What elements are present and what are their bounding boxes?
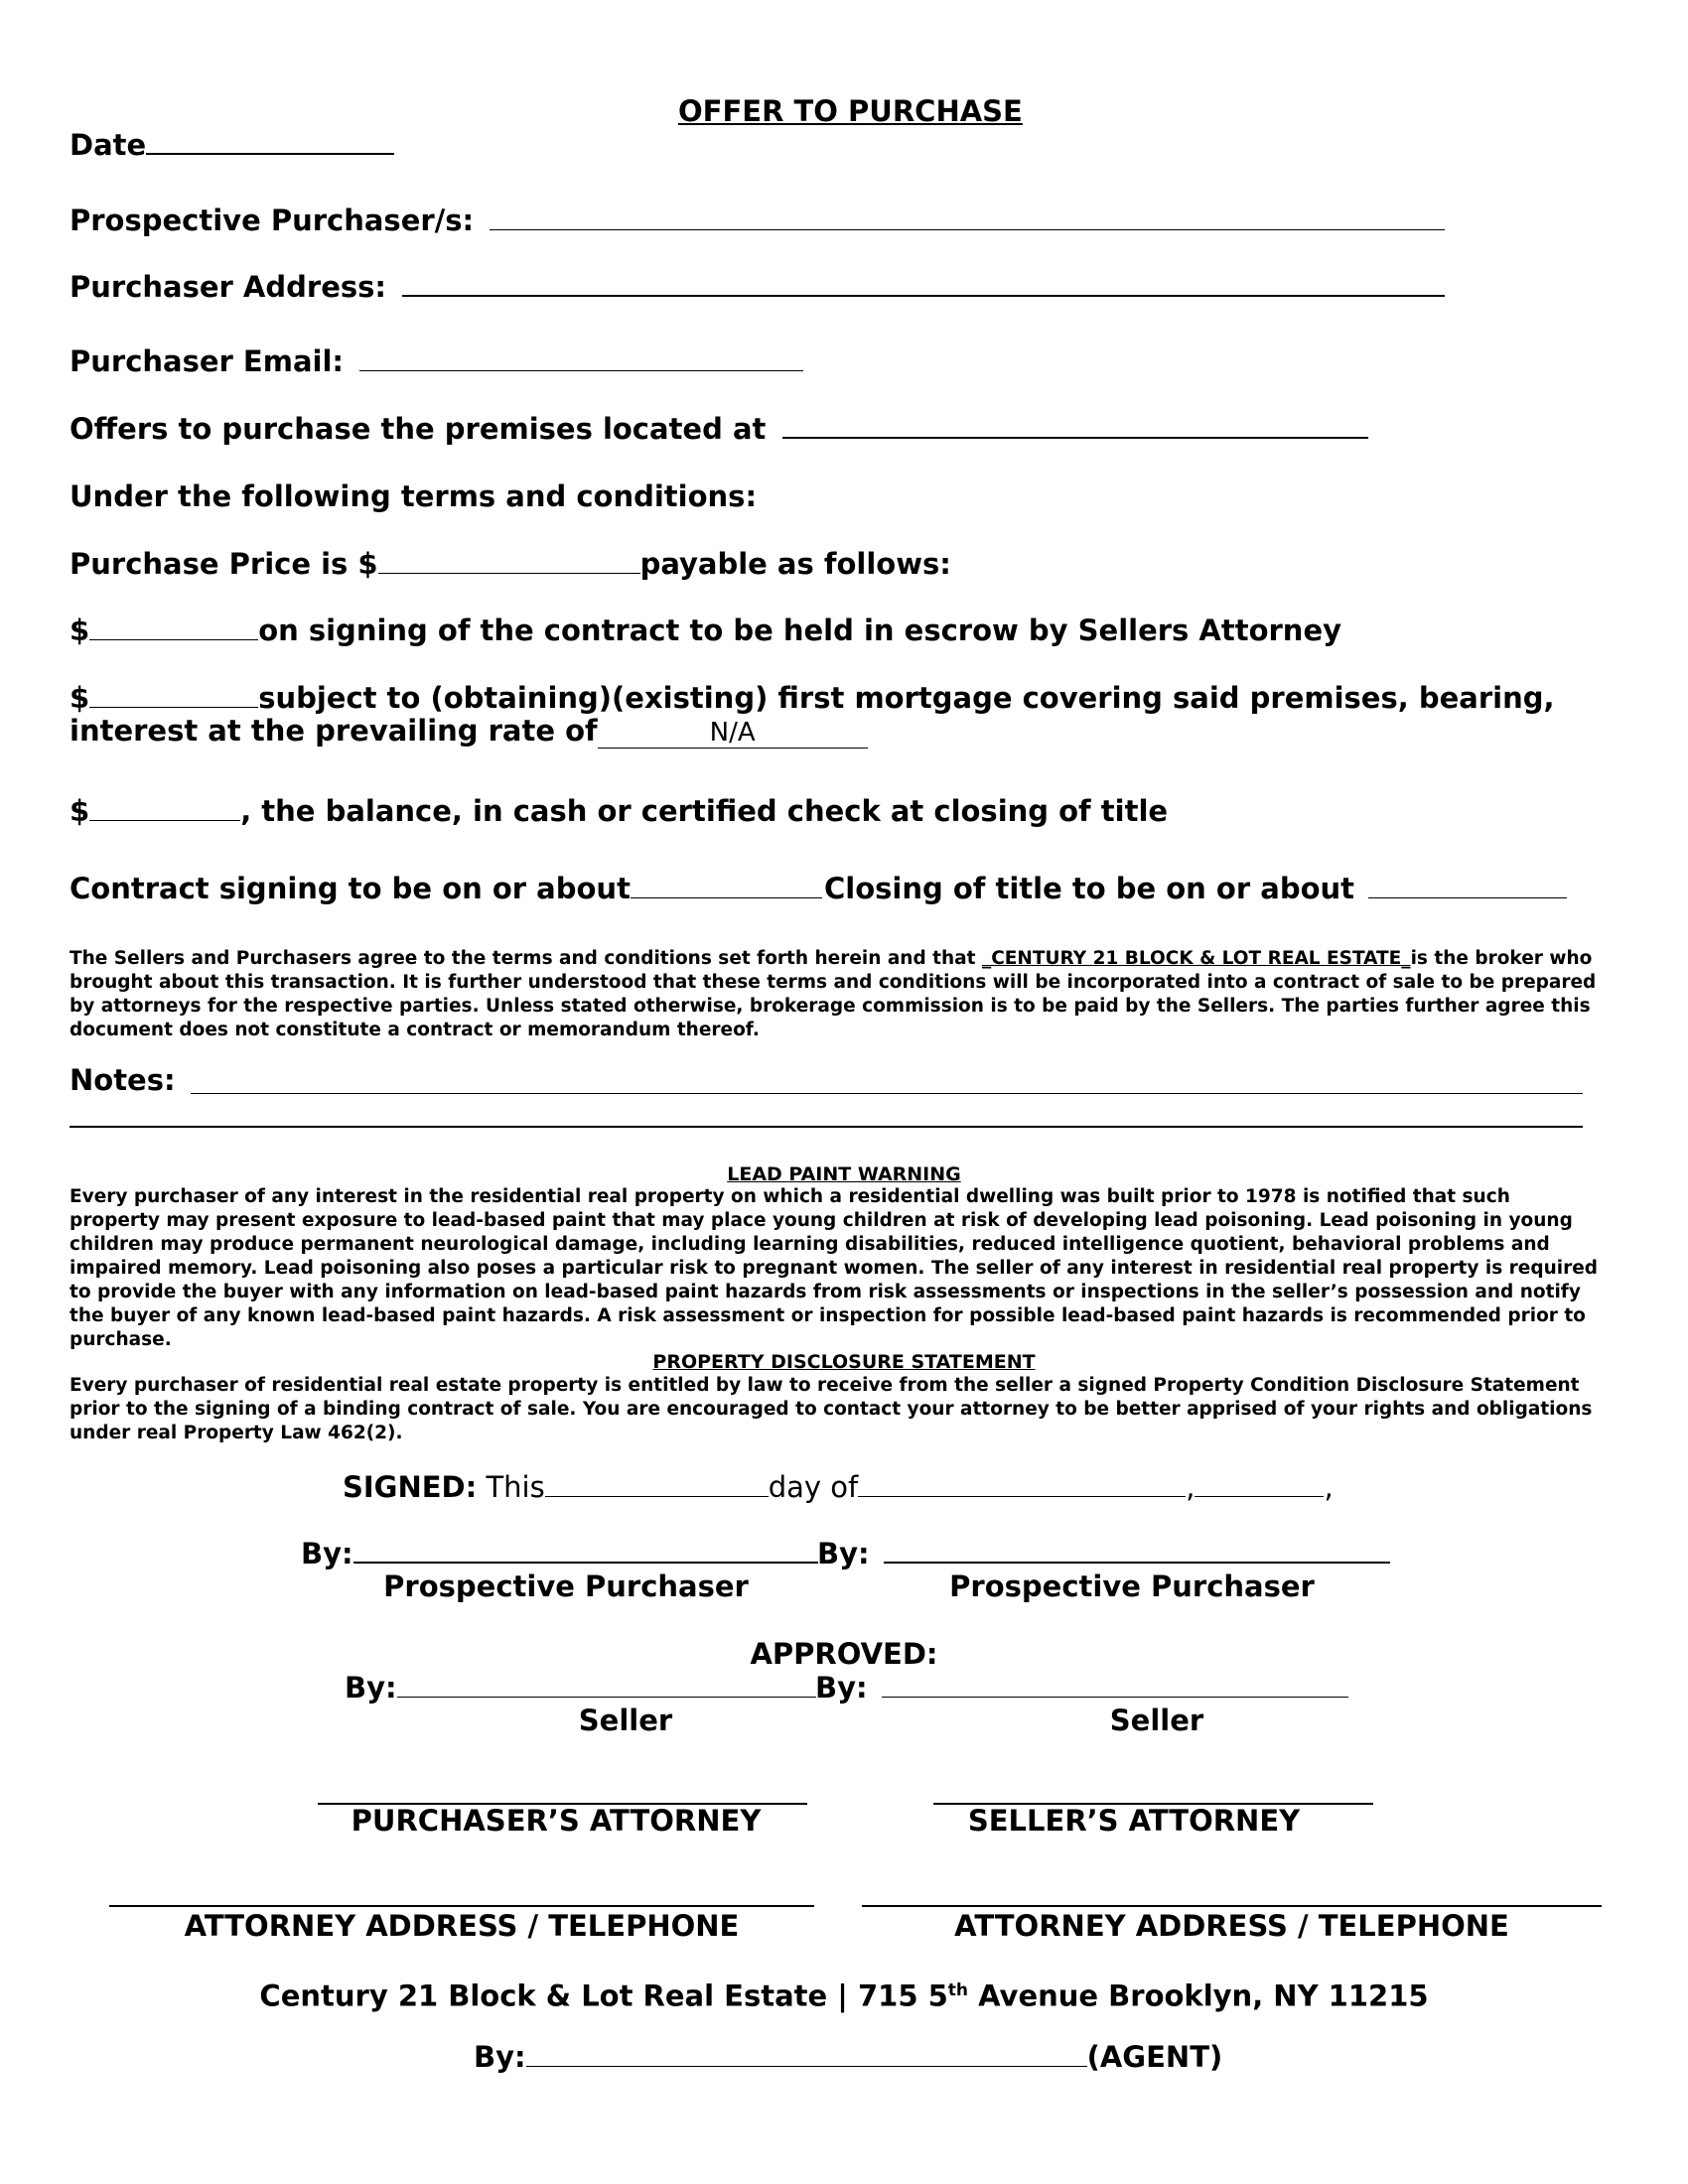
approved-label: APPROVED:: [750, 1637, 938, 1671]
agreement-text-before: The Sellers and Purchasers agree to the terms and conditions set forth herein and that: [70, 948, 982, 969]
lead-paint-heading: LEAD PAINT WARNING: [727, 1163, 961, 1185]
seller-2-by: By:: [815, 1671, 868, 1705]
premises-label: Offers to purchase the premises located at: [70, 412, 767, 446]
seller-2-sign-line[interactable]: [882, 1673, 1348, 1698]
address-field: [70, 269, 1445, 305]
signed-year-line[interactable]: [1195, 1472, 1324, 1497]
escrow-text: on signing of the contract to be held in escrow by Sellers Attorney: [258, 614, 1342, 647]
purchaser-2-sign-line[interactable]: [884, 1538, 1390, 1564]
price-field: [70, 546, 951, 582]
purchaser-1-caption: Prospective Purchaser: [383, 1570, 749, 1603]
date-input-line[interactable]: [146, 129, 394, 155]
purchaser-2-by: By:: [817, 1537, 870, 1570]
purchaser-attorney-address-line[interactable]: [109, 1905, 814, 1907]
agent-signature: [474, 2039, 1222, 2075]
agent-label: (AGENT): [1086, 2040, 1223, 2074]
balance-input-line[interactable]: [89, 796, 240, 821]
disclosure-heading: PROPERTY DISCLOSURE STATEMENT: [652, 1351, 1036, 1373]
escrow-field: [70, 613, 1341, 648]
rate-field: [70, 713, 868, 749]
broker-name: _CENTURY 21 BLOCK & LOT REAL ESTATE_: [981, 948, 1411, 969]
seller-attorney-address-line[interactable]: [862, 1905, 1602, 1907]
purchasers-field: [70, 203, 1445, 238]
purchaser-1-by: By:: [301, 1537, 353, 1570]
signed-month-line[interactable]: [858, 1472, 1186, 1497]
agreement-paragraph: [70, 947, 1604, 1042]
price-input-line[interactable]: [378, 549, 640, 574]
signed-label: SIGNED:: [343, 1470, 478, 1504]
seller-1-sign-line[interactable]: [397, 1673, 816, 1698]
address-input-line[interactable]: [402, 271, 1445, 297]
address-label: Purchaser Address:: [70, 270, 386, 304]
closing-label: Closing of title to be on or about: [824, 872, 1355, 905]
rate-label: interest at the prevailing rate of: [70, 714, 598, 748]
price-suffix: payable as follows:: [639, 547, 951, 581]
mortgage-dollar: $: [70, 681, 90, 715]
seller-1-signature: [345, 1670, 816, 1706]
seller-1-by: By:: [345, 1671, 397, 1705]
seller-attorney-address-label: ATTORNEY ADDRESS / TELEPHONE: [954, 1909, 1509, 1943]
date-field: [70, 127, 394, 163]
closing-date-field: [824, 871, 1567, 906]
seller-2-caption: Seller: [1109, 1704, 1204, 1737]
escrow-dollar: $: [70, 614, 90, 647]
broker-address: [0, 1973, 1688, 2014]
agent-by: By:: [474, 2040, 526, 2074]
purchasers-input-line[interactable]: [490, 205, 1445, 230]
email-input-line[interactable]: [359, 346, 803, 371]
signed-comma-1: ,: [1186, 1470, 1196, 1504]
signed-day-line[interactable]: [545, 1472, 769, 1497]
rate-value[interactable]: N/A: [598, 718, 868, 749]
premises-field: [70, 411, 1368, 447]
broker-address-a: Century 21 Block & Lot Real Estate | 715 5: [259, 1979, 948, 2013]
day-of-label: day of: [768, 1470, 859, 1504]
contract-label: Contract signing to be on or about: [70, 872, 631, 905]
mortgage-input-line[interactable]: [89, 683, 258, 708]
document-title: OFFER TO PURCHASE: [678, 94, 1023, 128]
broker-address-b: Avenue Brooklyn, NY 11215: [968, 1979, 1429, 2013]
email-field: [70, 343, 803, 379]
premises-input-line[interactable]: [782, 413, 1368, 439]
lead-paint-body: Every purchaser of any interest in the residential real property on which a residential dwelling was built prior to 1978 is notified that such property may present exposure to lead-based paint that may place young children at risk of developing lead poisoning. Lead poisoning in young children may produce permanent neurological damage, including learning disabilities, reduced intelligence quotient, behavioral problems and impaired memory. Lead poisoning also poses a particular risk to pregnant women. The seller of any interest in residential real property is required to provide the buyer with any information on lead-based paint hazards from risk assessments or inspections in the seller’s possession and notify the buyer of any known lead-based paint hazards. A risk assessment or inspection for possible lead-based paint hazards is recommended prior to purchase.: [70, 1186, 1599, 1350]
purchaser-attorney-label: PURCHASER’S ATTORNEY: [351, 1804, 762, 1838]
notes-line-2[interactable]: [70, 1126, 1583, 1128]
balance-field: [70, 793, 1168, 829]
seller-attorney-label: SELLER’S ATTORNEY: [967, 1804, 1301, 1838]
closing-date-input-line[interactable]: [1368, 874, 1567, 898]
mortgage-field: [70, 680, 1555, 716]
seller-2-signature: [815, 1670, 1348, 1706]
purchaser-1-sign-line[interactable]: [353, 1538, 818, 1564]
purchaser-1-signature: [301, 1536, 818, 1571]
notes-line-1[interactable]: [191, 1093, 1583, 1094]
contract-date-input-line[interactable]: [631, 874, 822, 898]
date-label: Date: [70, 128, 147, 162]
signed-line: [343, 1469, 1334, 1505]
balance-dollar: $: [70, 794, 90, 828]
seller-1-caption: Seller: [578, 1704, 673, 1737]
disclosure-body: Every purchaser of residential real estate property is entitled by law to receive from the seller a signed Property Condition Disclosure Statement prior to the signing of a binding contract of sale. You are encouraged to contact your attorney to be better apprised of your rights and obligations under real Property Law 462(2).: [70, 1375, 1593, 1443]
agent-sign-line[interactable]: [526, 2042, 1087, 2067]
purchaser-2-caption: Prospective Purchaser: [949, 1570, 1315, 1603]
price-label: Purchase Price is $: [70, 547, 378, 581]
notes-label: Notes:: [70, 1063, 176, 1097]
this-label: This: [486, 1470, 545, 1504]
escrow-input-line[interactable]: [89, 615, 258, 640]
purchaser-attorney-address-label: ATTORNEY ADDRESS / TELEPHONE: [184, 1909, 740, 1943]
signed-comma-2: ,: [1324, 1470, 1334, 1504]
purchasers-label: Prospective Purchaser/s:: [70, 204, 475, 237]
balance-text: , the balance, in cash or certified check at closing of title: [240, 794, 1169, 828]
contract-date-field: [70, 871, 822, 906]
agreement-text-after: is the broker who brought about this transaction. It is further understood that these terms and conditions will be incorporated into a contract of sale to be prepared by attorneys for the respective parties. Unless stated otherwise, brokerage commission is to be paid by the Sellers. The parties further agree this document does not constitute a contract or memorandum thereof.: [70, 948, 1597, 1040]
mortgage-text: subject to (obtaining)(existing) first mortgage covering said premises, bearing,: [258, 681, 1555, 715]
purchaser-2-signature: [817, 1536, 1390, 1571]
email-label: Purchaser Email:: [70, 344, 345, 378]
broker-address-sup: th: [947, 1980, 969, 2000]
terms-label: Under the following terms and conditions:: [70, 479, 758, 513]
